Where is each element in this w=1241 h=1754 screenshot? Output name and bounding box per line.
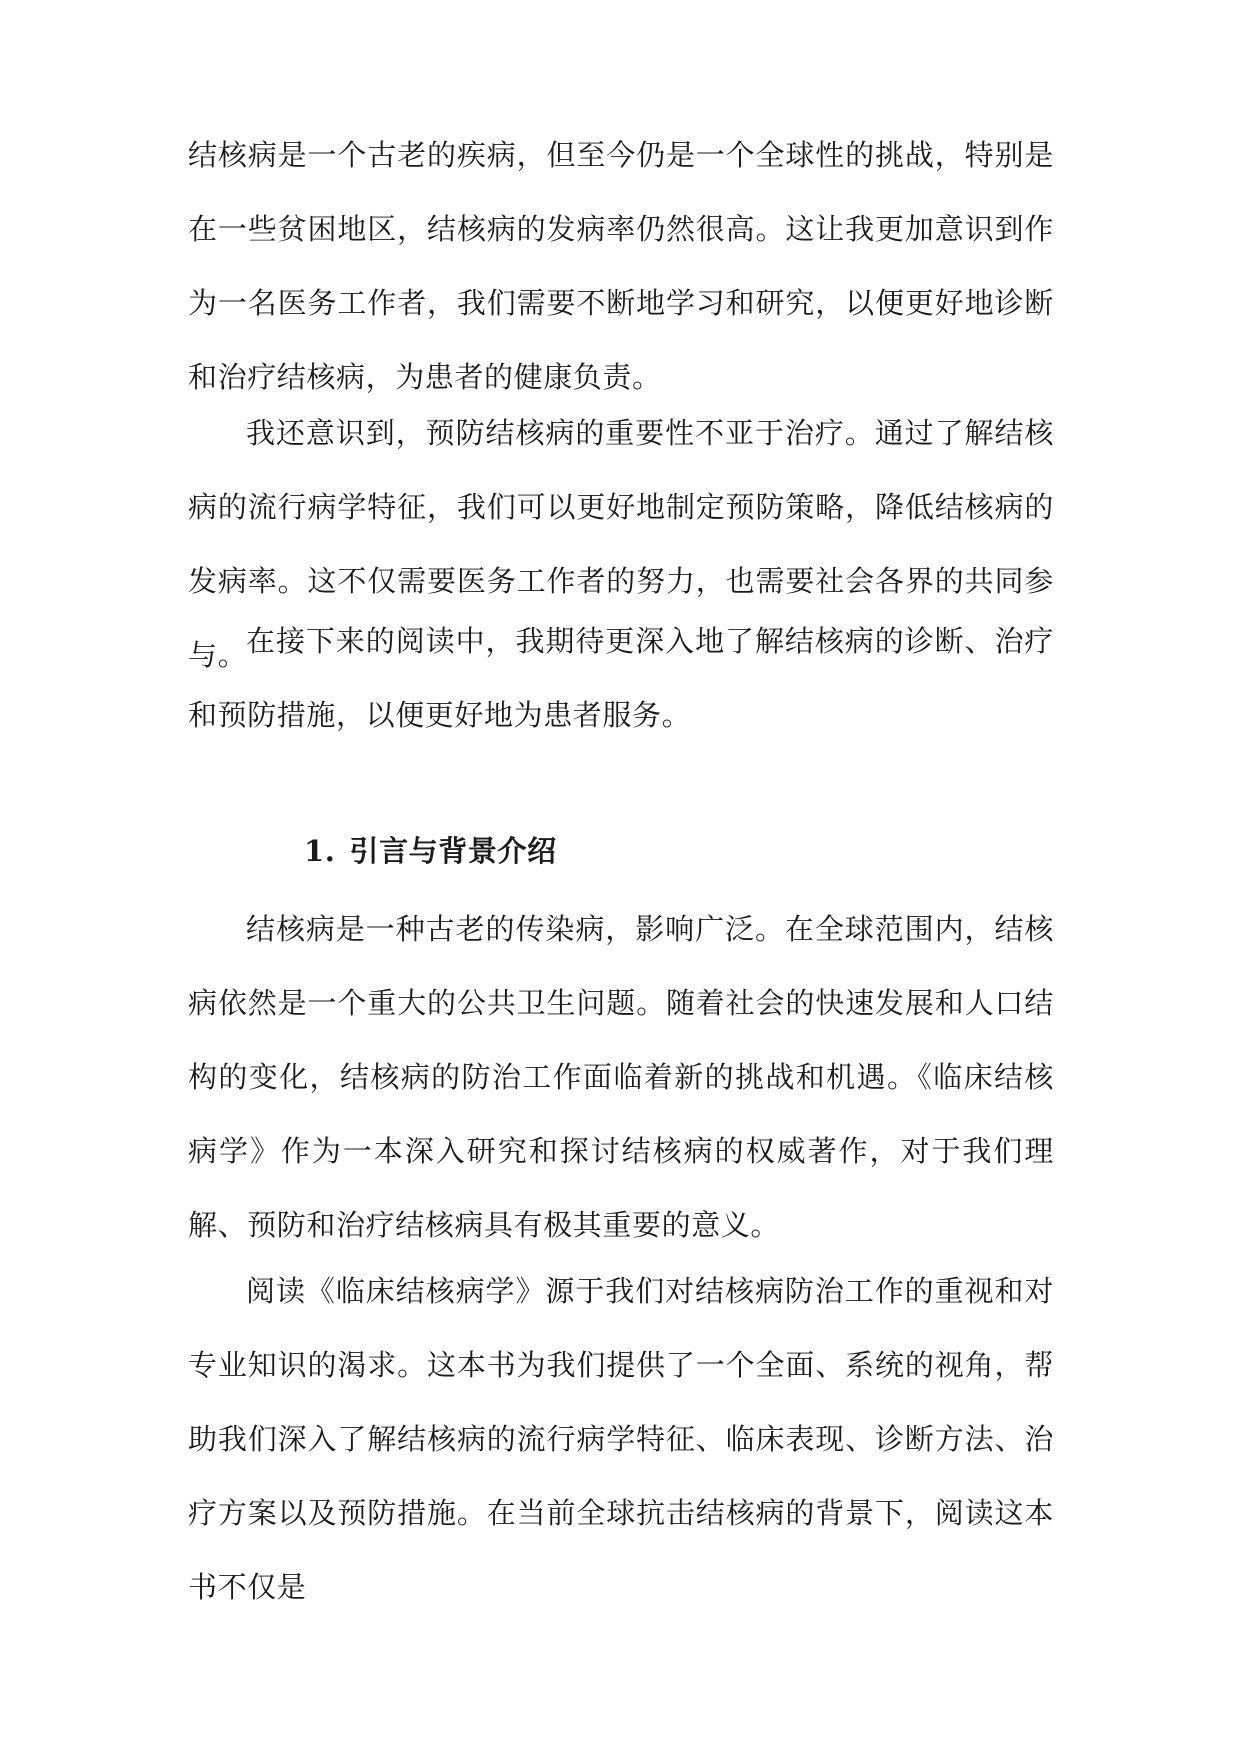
- paragraph-expectation: 在接下来的阅读中，我期待更深入地了解结核病的诊断、治疗和预防措施，以便更好地为患者服务。: [188, 624, 1054, 732]
- paragraph-tb-challenge: 结核病是一个古老的疾病，但至今仍是一个全球性的挑战，特别是在一些贫困地区，结核病的发病率仍然很高。这让我更加意识到作为一名医务工作者，我们需要不断地学习和研究，以便更好地诊断和治疗结核病，为患者的健康负责。: [188, 138, 1054, 394]
- section-number: 1.: [304, 834, 336, 868]
- paragraph-introduction: 结核病是一种古老的传染病，影响广泛。在全球范围内，结核病依然是一个重大的公共卫生问题。随着社会的快速发展和人口结构的变化，结核病的防治工作面临着新的挑战和机遇。《临床结核病学》作为一本深入研究和探讨结核病的权威著作，对于我们理解、预防和治疗结核病具有极其重要的意义。: [188, 912, 1054, 1242]
- section-title: 引言与背景介绍: [349, 834, 557, 868]
- section-heading: [188, 814, 1054, 888]
- paragraph-reading-motivation: 阅读《临床结核病学》源于我们对结核病防治工作的重视和对专业知识的渴求。这本书为我们提供了一个全面、系统的视角，帮助我们深入了解结核病的流行病学特征、临床表现、诊断方法、治疗方案以及预防措施。在当前全球抗击结核病的背景下，阅读这本书不仅是: [188, 1274, 1054, 1604]
- paragraph-prevention: 我还意识到，预防结核病的重要性不亚于治疗。通过了解结核病的流行病学特征，我们可以更好地制定预防策略，降低结核病的发病率。这不仅需要医务工作者的努力，也需要社会各界的共同参与。: [188, 416, 1054, 672]
